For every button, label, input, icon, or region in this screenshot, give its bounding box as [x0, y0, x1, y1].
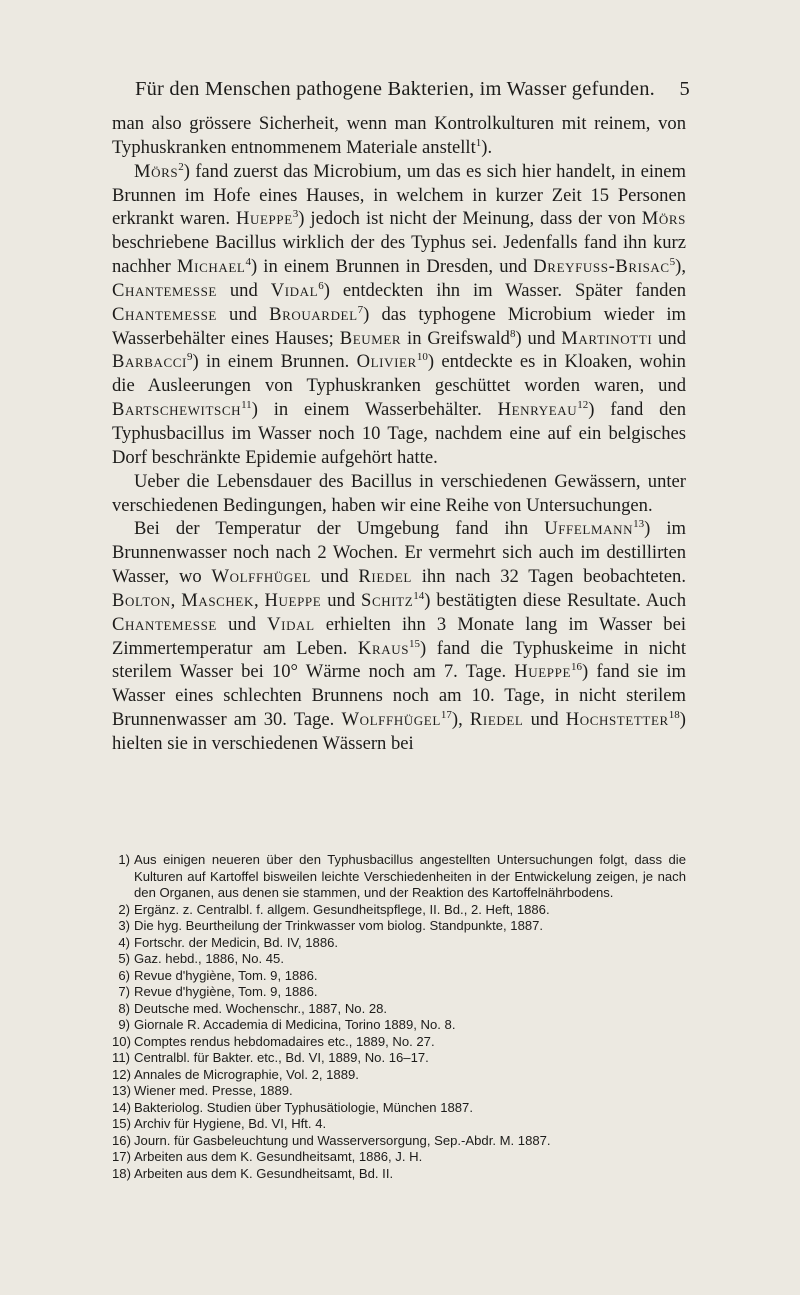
- text-run: und: [321, 589, 362, 611]
- footnote: [112, 1067, 686, 1084]
- footnotes: [112, 852, 686, 1182]
- text-run: und: [310, 566, 359, 588]
- text-run: ) und: [515, 327, 562, 349]
- text-run: und: [216, 303, 270, 325]
- footnote-number: 4): [118, 934, 130, 950]
- footnote: [112, 1116, 686, 1133]
- text-run: ) hielten sie in verschiedenen Wässern bei: [112, 709, 686, 754]
- footnote: [112, 1083, 686, 1100]
- footnote: [112, 984, 686, 1001]
- footnote-number: 10): [112, 1033, 131, 1049]
- text-run: Ueber die Lebensdauer des Bacillus in verschiedenen Gewässern, unter verschiedenen Bedingungen, haben wir eine Reihe von Untersuchungen.: [112, 470, 686, 516]
- footnote-ref: 13: [633, 518, 645, 531]
- footnote-number: 18): [112, 1165, 131, 1181]
- author-name: Uffelmann: [544, 518, 634, 540]
- footnote-ref: 14: [413, 589, 425, 602]
- text-run: ) entdeckte es in Kloaken, wohin die Ausleerungen von Typhuskranken geschüttet worden waren, und: [112, 351, 686, 397]
- text-run: ) fand sie im Wasser eines schlechten Brunnens noch am 10. Tage, in nicht sterilem Brunnenwasser am 30. Tage.: [112, 661, 686, 731]
- footnote-ref: 11: [241, 399, 252, 412]
- text-run: ) in einem Brunnen in Dresden, und: [250, 256, 534, 278]
- page-number: 5: [679, 78, 690, 100]
- author-name: Hueppe: [514, 661, 572, 683]
- text-run: und: [523, 709, 566, 731]
- author-name: Kraus: [357, 637, 410, 659]
- footnote-number: 1): [118, 852, 130, 867]
- author-name: Hueppe: [235, 208, 293, 230]
- footnote-text: Revue d'hygiène, Tom. 9, 1886.: [134, 984, 318, 999]
- footnote-ref: 4: [245, 256, 251, 269]
- text-run: ),: [451, 709, 470, 731]
- footnote-number: 14): [112, 1099, 131, 1115]
- footnote-text: Giornale R. Accademia di Medicina, Torino 1889, No. 8.: [134, 1017, 456, 1032]
- author-name: Wolffhügel: [211, 566, 311, 588]
- footnote-number: 12): [112, 1066, 131, 1082]
- footnote-number: 16): [112, 1132, 131, 1148]
- paragraph: [112, 160, 686, 470]
- footnote: [112, 1001, 686, 1018]
- footnote-ref: 3: [292, 208, 299, 221]
- footnote-text: Revue d'hygiène, Tom. 9, 1886.: [134, 967, 318, 983]
- footnote-text: Journ. für Gasbeleuchtung und Wasserversorgung, Sep.-Abdr. M. 1887.: [134, 1132, 551, 1148]
- author-name: Barbacci: [112, 351, 187, 373]
- footnote-ref: 1: [475, 136, 482, 149]
- footnote-text: Aus einigen neueren über den Typhusbacillus angestellten Untersuchungen folgt, dass die Kulturen auf Kartoffel bisweilen leichte Verschiedenheiten in der Entwickelung zeigen, je nach den Organen, aus denen sie stammen, und der Reaktion des Kartoffelnährbodens.: [134, 852, 686, 900]
- footnote: [112, 1133, 686, 1150]
- footnote-number: 11): [112, 1050, 130, 1065]
- footnote-text: Bakteriolog. Studien über Typhusätiologie, München 1887.: [134, 1099, 473, 1115]
- footnote-ref: 16: [571, 661, 583, 674]
- footnote-ref: 15: [409, 637, 421, 650]
- footnote-text: Comptes rendus hebdomadaires etc., 1889, No. 27.: [134, 1033, 435, 1049]
- author-name: Bolton: [112, 589, 171, 611]
- footnote: [112, 1100, 686, 1117]
- author-name: Chantemesse: [112, 613, 217, 635]
- footnote-text: Gaz. hebd., 1886, No. 45.: [134, 951, 284, 966]
- footnote: [112, 902, 686, 919]
- author-name: Henryeau: [497, 399, 578, 421]
- author-name: Brouardel: [269, 303, 358, 325]
- footnote: [112, 1149, 686, 1166]
- author-name: Mörs: [134, 160, 179, 182]
- author-name: Bartschewitsch: [112, 399, 242, 421]
- footnote: [112, 852, 686, 902]
- footnote: [112, 935, 686, 952]
- author-name: Wolffhügel: [341, 709, 441, 731]
- footnote: [112, 968, 686, 985]
- footnote-text: Ergänz. z. Centralbl. f. allgem. Gesundheitspflege, II. Bd., 2. Heft, 1886.: [134, 901, 550, 917]
- author-name: Vidal: [270, 279, 319, 301]
- footnote: [112, 1166, 686, 1183]
- text-run: Bei der Temperatur der Umgebung fand ihn: [134, 518, 545, 540]
- author-name: Olivier: [356, 351, 417, 373]
- footnote-number: 9): [118, 1017, 130, 1032]
- footnote: [112, 1050, 686, 1067]
- footnote-text: Centralbl. für Bakter. etc., Bd. VI, 1889, No. 16–17.: [134, 1050, 429, 1065]
- footnote-text: Annales de Micrographie, Vol. 2, 1889.: [134, 1066, 359, 1082]
- footnote: [112, 918, 686, 935]
- author-name: Hueppe: [264, 589, 322, 611]
- footnote: [112, 1017, 686, 1034]
- paragraph: [112, 517, 686, 755]
- footnote-ref: 9: [187, 351, 193, 364]
- footnote-number: 2): [118, 901, 130, 917]
- text-run: ).: [481, 136, 493, 158]
- text-run: in Greifswald: [401, 327, 510, 349]
- footnote-number: 17): [112, 1149, 131, 1164]
- footnote-text: Fortschr. der Medicin, Bd. IV, 1886.: [134, 934, 339, 950]
- footnote-number: 13): [112, 1083, 131, 1098]
- text-run: und: [216, 279, 271, 301]
- author-name: Riedel: [358, 566, 412, 588]
- author-name: Hochstetter: [565, 709, 669, 731]
- running-title: Für den Menschen pathogene Bakterien, im Wasser gefunden.: [134, 78, 656, 100]
- text-run: ) fand den Typhusbacillus im Wasser noch 10 Tage, nachdem eine auf ein belgisches Dorf beschränkte Epidemie aufgehört hatte.: [112, 399, 687, 468]
- author-name: Maschek: [181, 589, 254, 611]
- footnote-number: 5): [118, 951, 130, 966]
- author-name: Schitz: [361, 589, 414, 611]
- text-run: ) in einem Wasserbehälter.: [251, 399, 498, 421]
- footnote-ref: 6: [318, 279, 324, 292]
- footnote-number: 7): [118, 984, 130, 999]
- footnote-text: Wiener med. Presse, 1889.: [134, 1083, 293, 1098]
- footnote: [112, 1034, 686, 1051]
- text-run: ) in einem Brunnen.: [192, 351, 357, 373]
- text-run: ) bestätigten diese Resultate. Auch: [424, 589, 687, 611]
- footnote-number: 6): [118, 967, 130, 983]
- running-header: [100, 78, 690, 101]
- text-run: und: [652, 327, 687, 349]
- author-name: Vidal: [267, 613, 315, 635]
- text-run: ,: [170, 589, 182, 611]
- text-run: und: [216, 613, 268, 635]
- text-run: ) fand die Typhuskeime in nicht sterilem Wasser bei 10° Wärme noch am 7. Tage.: [112, 637, 686, 683]
- author-name: Beumer: [339, 327, 402, 349]
- footnote-ref: 2: [178, 160, 184, 173]
- footnote-text: Arbeiten aus dem K. Gesundheitsamt, 1886, J. H.: [134, 1149, 423, 1164]
- text-run: ,: [253, 589, 265, 611]
- footnote-number: 15): [112, 1116, 131, 1131]
- text-run: ) jedoch ist nicht der Meinung, dass der von: [298, 208, 642, 230]
- text-run: ihn nach 32 Tagen beobachteten.: [411, 566, 686, 588]
- text-run: ) im Brunnenwasser noch nach 2 Wochen. Er vermehrt sich auch im destillirten Wasser, wo: [112, 518, 686, 588]
- text-run: ),: [675, 256, 686, 278]
- footnote-number: 8): [118, 1000, 130, 1016]
- text-run: ) entdeckten ihn im Wasser. Später fanden: [323, 279, 687, 301]
- text-run: man also grössere Sicherheit, wenn man Kontrolkulturen mit reinem, von Typhuskranken entnommenem Materiale anstellt: [112, 113, 686, 158]
- author-name: Chantemesse: [112, 303, 217, 325]
- paragraph: [112, 112, 686, 160]
- text-run: erhielten ihn 3 Monate lang im Wasser bei Zimmertemperatur am Leben.: [112, 613, 686, 659]
- footnote-ref: 5: [669, 256, 676, 269]
- author-name: Mörs: [641, 208, 686, 230]
- author-name: Michael: [177, 256, 246, 278]
- footnote: [112, 951, 686, 968]
- body-text: [112, 112, 686, 756]
- paragraph: [112, 470, 686, 518]
- footnote-ref: 17: [440, 709, 452, 722]
- footnote-text: Die hyg. Beurtheilung der Trinkwasser vom biolog. Standpunkte, 1887.: [134, 918, 544, 933]
- text-run: ) das typhogene Microbium wieder im Wasserbehälter eines Hauses;: [112, 303, 686, 349]
- footnote-ref: 7: [357, 303, 364, 316]
- footnote-ref: 10: [416, 351, 428, 364]
- footnote-ref: 8: [509, 327, 516, 340]
- author-name: Chantemesse: [112, 279, 217, 301]
- footnote-text: Deutsche med. Wochenschr., 1887, No. 28.: [134, 1000, 388, 1016]
- footnote-number: 3): [118, 918, 130, 933]
- author-name: Martinotti: [561, 327, 653, 349]
- text-run: beschriebene Bacillus wirklich der des Typhus sei. Jedenfalls fand ihn kurz nachher: [112, 232, 686, 278]
- footnote-ref: 12: [577, 399, 589, 412]
- footnote-text: Arbeiten aus dem K. Gesundheitsamt, Bd. II.: [134, 1165, 394, 1181]
- footnote-ref: 18: [668, 709, 680, 722]
- author-name: Dreyfuss-Brisac: [533, 256, 670, 278]
- author-name: Riedel: [469, 709, 524, 731]
- footnote-text: Archiv für Hygiene, Bd. VI, Hft. 4.: [134, 1116, 327, 1131]
- text-run: ) fand zuerst das Microbium, um das es sich hier handelt, in einem Brunnen im Hofe eines Hauses, in welchem in kurzer Zeit 15 Personen erkrankt waren.: [112, 160, 686, 230]
